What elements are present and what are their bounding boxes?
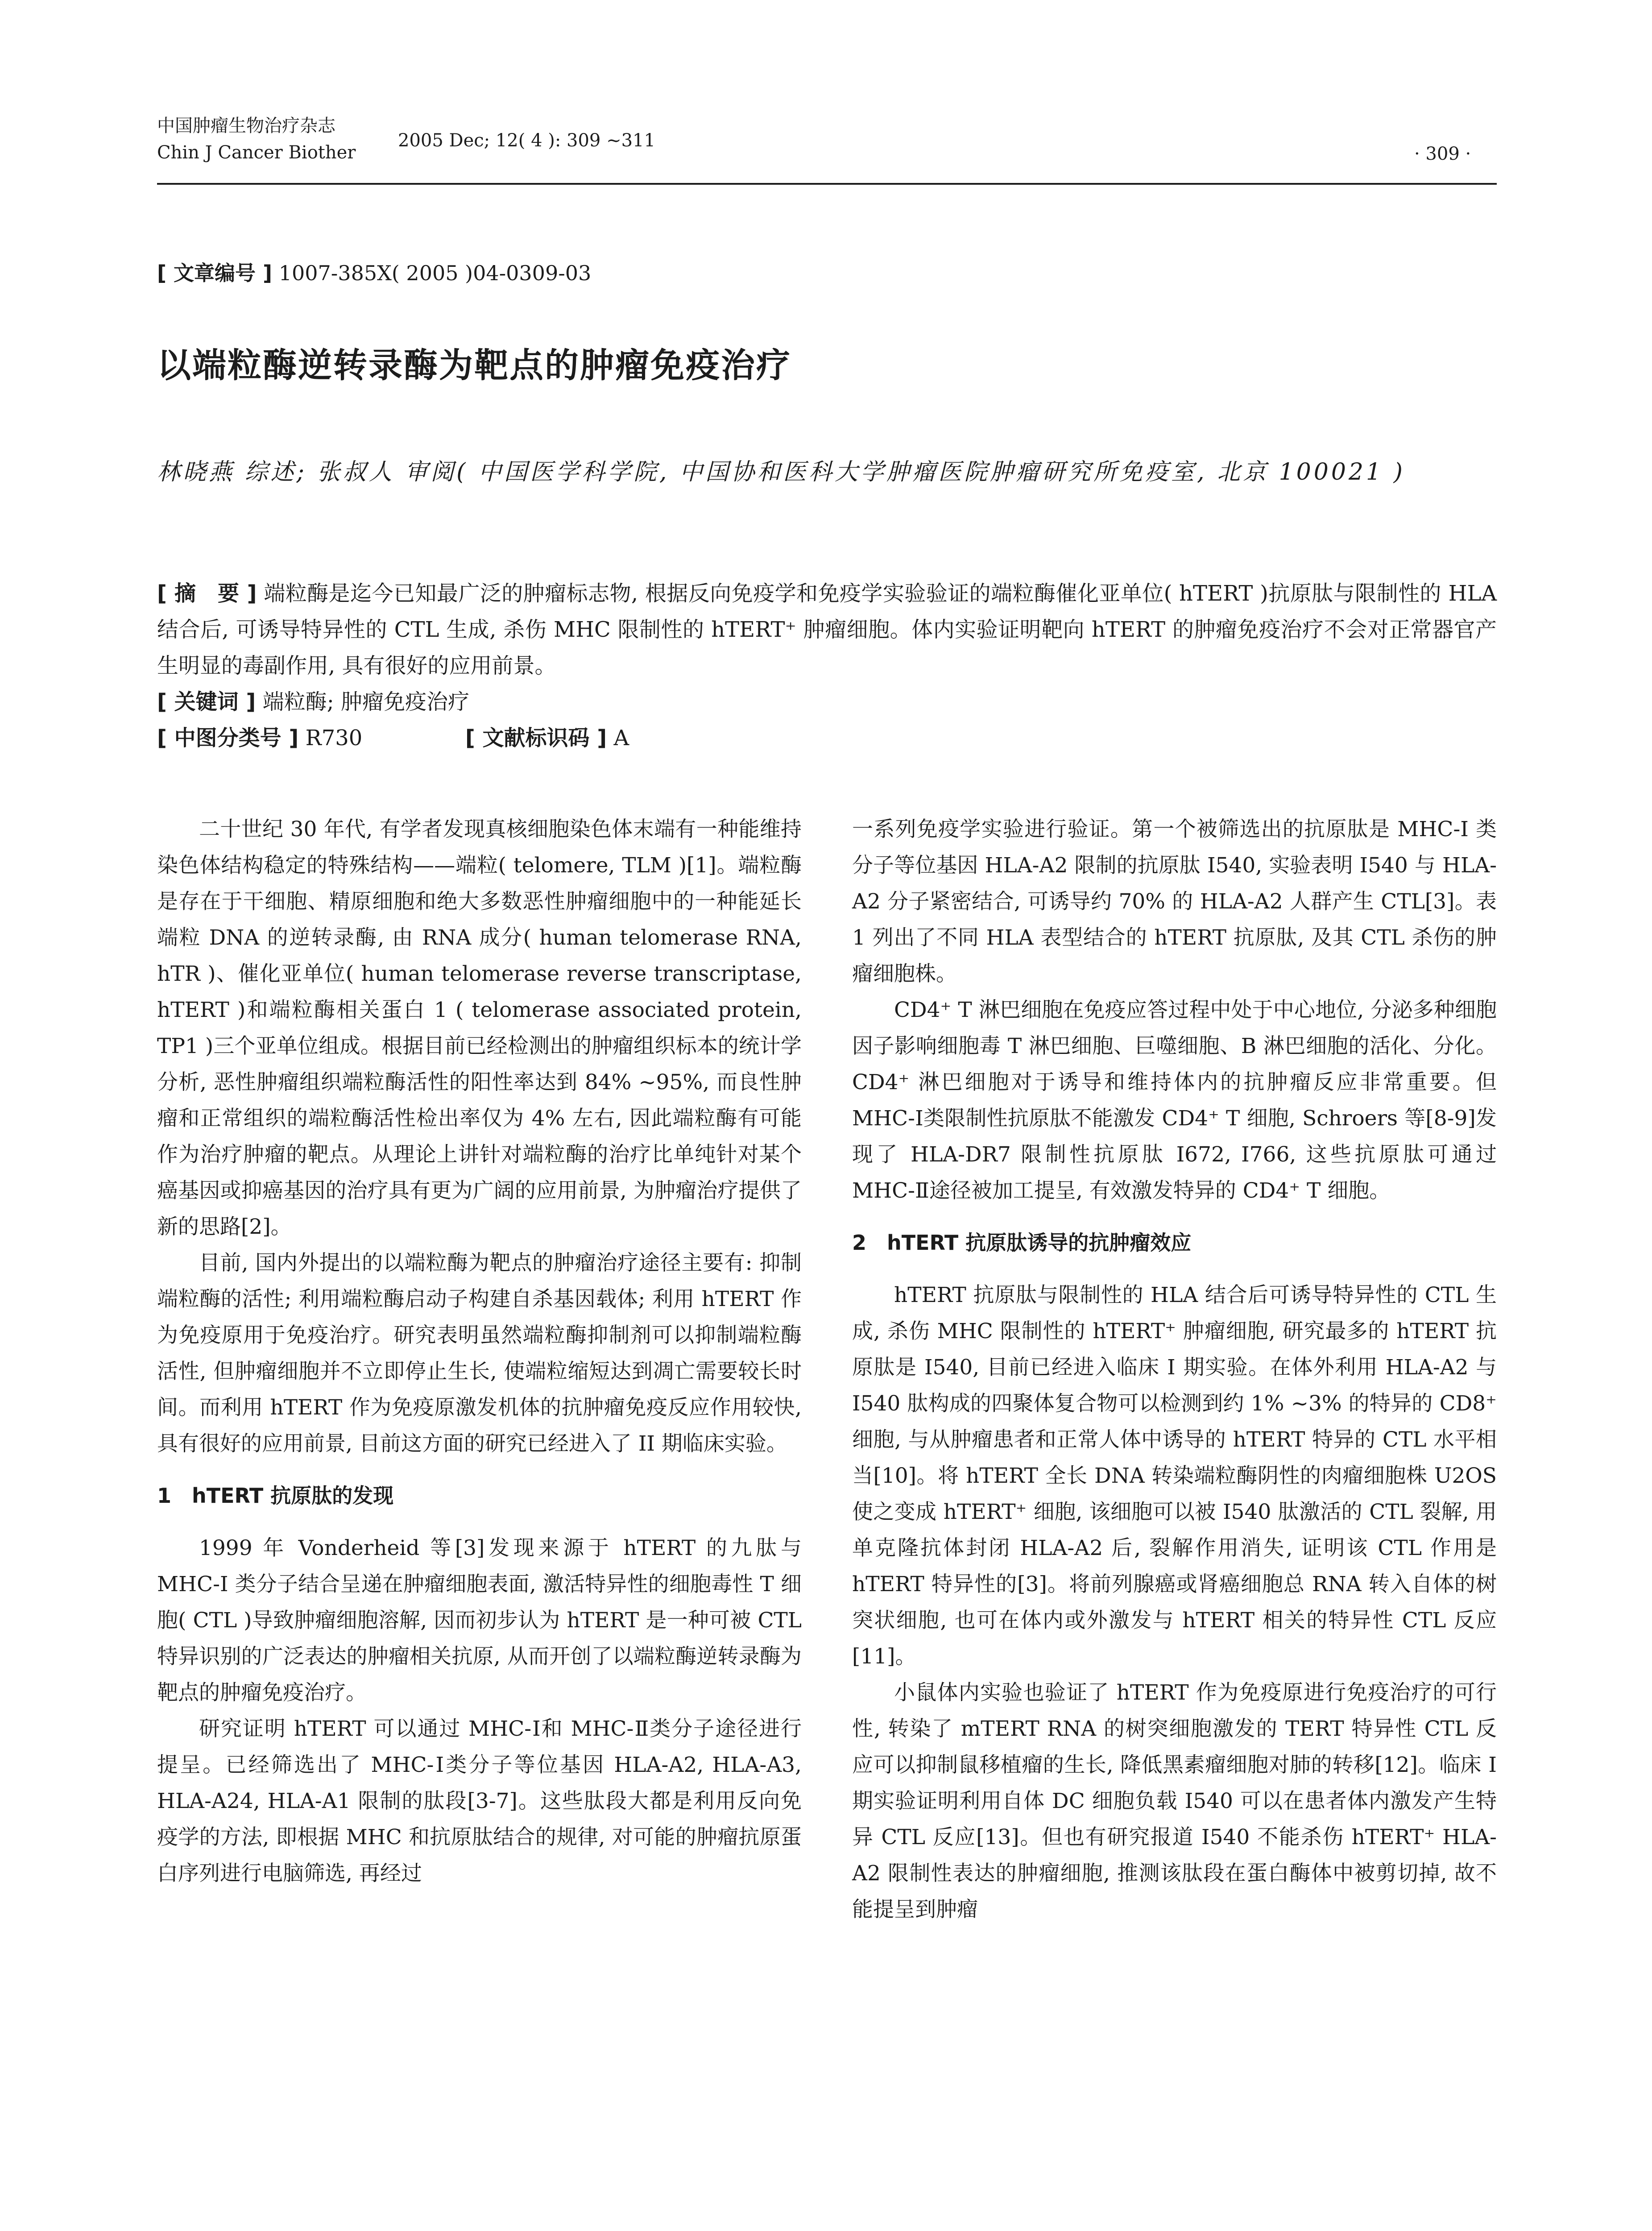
abstract-label: [ 摘 要 ]: [157, 581, 257, 606]
doc-code-value: A: [613, 726, 629, 751]
issue-info: 2005 Dec; 12( 4 ): 309 ~311: [398, 130, 655, 151]
body-paragraph: 二十世纪 30 年代, 有学者发现真核细胞染色体末端有一种能维持染色体结构稳定的特殊结构——端粒( telomere, TLM )[1]。端粒酶是存在于干细胞、精原细胞和绝大多数恶性肿瘤细胞中的一种能延长端粒 DNA 的逆转录酶, 由 RNA 成分( human telomerase RNA, hTR )、催化亚单位( human telomerase reverse transcriptase, hTERT )和端粒酶相关蛋白 1 ( telomerase associated protein, TP1 )三个亚单位组成。根据目前已经检测出的肿瘤组织标本的统计学分析, 恶性肿瘤组织端粒酶活性的阳性率达到 84% ~95%, 而良性肿瘤和正常组织的端粒酶活性检出率仅为 4% 左右, 因此端粒酶有可能作为治疗肿瘤的靶点。从理论上讲针对端粒酶的治疗比单纯针对某个癌基因或抑癌基因的治疗具有更为广阔的应用前景, 为肿瘤治疗提供了新的思路[2]。: [157, 817, 802, 1239]
keywords-text: 端粒酶; 肿瘤免疫治疗: [262, 689, 470, 714]
article-number-label: [ 文章编号 ]: [157, 261, 273, 285]
keywords-label: [ 关键词 ]: [157, 689, 256, 714]
classification: [157, 720, 1497, 756]
journal-name-en: Chin J Cancer Biother: [157, 142, 356, 163]
journal-name-cn: 中国肿瘤生物治疗杂志: [157, 116, 335, 136]
article-title: 以端粒酶逆转录酶为靶点的肿瘤免疫治疗: [157, 345, 791, 385]
page-number: · 309 ·: [1414, 144, 1471, 164]
body-paragraph: 小鼠体内实验也验证了 hTERT 作为免疫原进行免疫治疗的可行性, 转染了 mTERT RNA 的树突细胞激发的 TERT 特异性 CTL 反应可以抑制鼠移植瘤的生长, 降低黑素瘤细胞对肺的转移[12]。临床 I 期实验证明利用自体 DC 细胞负载 I540 可以在患者体内激发产生特异 CTL 反应[13]。但也有研究报道 I540 不能杀伤 hTERT⁺ HLA-A2 限制性表达的肿瘤细胞, 推测该肽段在蛋白酶体中被剪切掉, 故不能提呈到肿瘤: [852, 1680, 1497, 1922]
body-paragraph: 研究证明 hTERT 可以通过 MHC-Ⅰ和 MHC-Ⅱ类分子途径进行提呈。已经筛选出了 MHC-Ⅰ类分子等位基因 HLA-A2, HLA-A3, HLA-A24, HLA-A1 限制的肽段[3-7]。这些肽段大都是利用反向免疫学的方法, 即根据 MHC 和抗原肽结合的规律, 对可能的肿瘤抗原蛋白序列进行电脑筛选, 再经过: [157, 1717, 802, 1886]
body-right-column: [852, 811, 1497, 1928]
section-heading: 1 hTERT 抗原肽的发现: [157, 1484, 394, 1508]
body-paragraph: 1999 年 Vonderheid 等[3]发现来源于 hTERT 的九肽与 MHC-I 类分子结合呈递在肿瘤细胞表面, 激活特异性的细胞毒性 T 细胞( CTL )导致肿瘤细胞溶解, 因而初步认为 hTERT 是一种可被 CTL 特异识别的广泛表达的肿瘤相关抗原, 从而开创了以端粒酶逆转录酶为靶点的肿瘤免疫治疗。: [157, 1536, 802, 1705]
body-left-column: [157, 811, 802, 1891]
clc-value: R730: [305, 726, 363, 751]
journal-header: [157, 112, 356, 166]
article-number-value: 1007-385X( 2005 )04-0309-03: [278, 261, 592, 285]
header-rule: [157, 183, 1497, 185]
abstract-block: [157, 576, 1497, 756]
doc-code-label: [ 文献标识码 ]: [465, 726, 607, 751]
abstract: [157, 576, 1497, 684]
article-number: [157, 257, 591, 286]
keywords: [157, 684, 1497, 720]
body-paragraph: hTERT 抗原肽与限制性的 HLA 结合后可诱导特异性的 CTL 生成, 杀伤 MHC 限制性的 hTERT⁺ 肿瘤细胞, 研究最多的 hTERT 抗原肽是 I540, 目前已经进入临床 Ⅰ 期实验。在体外利用 HLA-A2 与 I540 肽构成的四聚体复合物可以检测到约 1% ~3% 的特异的 CD8⁺ 细胞, 与从肿瘤患者和正常人体中诱导的 hTERT 特异的 CTL 水平相当[10]。将 hTERT 全长 DNA 转染端粒酶阴性的肉瘤细胞株 U2OS 使之变成 hTERT⁺ 细胞, 该细胞可以被 I540 肽激活的 CTL 裂解, 用单克隆抗体封闭 HLA-A2 后, 裂解作用消失, 证明该 CTL 作用是 hTERT 特异性的[3]。将前列腺癌或肾癌细胞总 RNA 转入自体的树突状细胞, 也可在体内或外激发与 hTERT 相关的特异性 CTL 反应[11]。: [852, 1283, 1497, 1669]
body-paragraph: 一系列免疫学实验进行验证。第一个被筛选出的抗原肽是 MHC-I 类分子等位基因 HLA-A2 限制的抗原肽 I540, 实验表明 I540 与 HLA-A2 分子紧密结合, 可诱导约 70% 的 HLA-A2 人群产生 CTL[3]。表 1 列出了不同 HLA 表型结合的 hTERT 抗原肽, 及其 CTL 杀伤的肿瘤细胞株。: [852, 817, 1497, 986]
body-paragraph: CD4⁺ T 淋巴细胞在免疫应答过程中处于中心地位, 分泌多种细胞因子影响细胞毒 T 淋巴细胞、巨噬细胞、B 淋巴细胞的活化、分化。CD4⁺ 淋巴细胞对于诱导和维持体内的抗肿瘤反应非常重要。但 MHC-Ⅰ类限制性抗原肽不能激发 CD4⁺ T 细胞, Schroers 等[8-9]发现了 HLA-DR7 限制性抗原肽 I672, I766, 这些抗原肽可通过 MHC-Ⅱ途径被加工提呈, 有效激发特异的 CD4⁺ T 细胞。: [852, 998, 1497, 1203]
author-line: 林晓燕 综述; 张叔人 审阅( 中国医学科学院, 中国协和医科大学肿瘤医院肿瘤研究所免疫室, 北京 100021 ): [157, 459, 1405, 485]
section-heading: 2 hTERT 抗原肽诱导的抗肿瘤效应: [852, 1231, 1192, 1255]
abstract-text: 端粒酶是迄今已知最广泛的肿瘤标志物, 根据反向免疫学和免疫学实验验证的端粒酶催化亚单位( hTERT )抗原肽与限制性的 HLA 结合后, 可诱导特异性的 CTL 生成, 杀伤 MHC 限制性的 hTERT⁺ 肿瘤细胞。体内实验证明靶向 hTERT 的肿瘤免疫治疗不会对正常器官产生明显的毒副作用, 具有很好的应用前景。: [157, 581, 1497, 678]
body-paragraph: 目前, 国内外提出的以端粒酶为靶点的肿瘤治疗途径主要有: 抑制端粒酶的活性; 利用端粒酶启动子构建自杀基因载体; 利用 hTERT 作为免疫原用于免疫治疗。研究表明虽然端粒酶抑制剂可以抑制端粒酶活性, 但肿瘤细胞并不立即停止生长, 使端粒缩短达到凋亡需要较长时间。而利用 hTERT 作为免疫原激发机体的抗肿瘤免疫反应作用较快, 具有很好的应用前景, 目前这方面的研究已经进入了 II 期临床实验。: [157, 1251, 802, 1456]
clc-label: [ 中图分类号 ]: [157, 726, 299, 751]
